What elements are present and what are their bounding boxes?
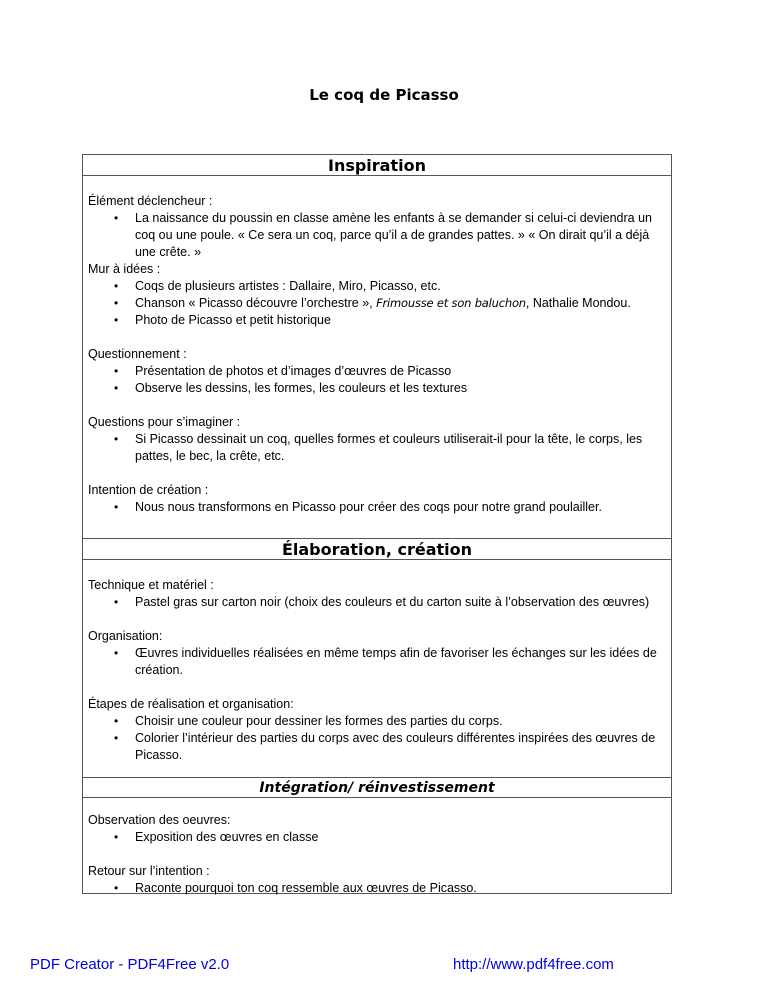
list-item: • Colorier l’intérieur des parties du corps avec des couleurs différentes inspirées des œuvres de Picasso. [88, 730, 668, 764]
retour-label: Retour sur l’intention : [88, 864, 210, 878]
footer-creator-text: PDF Creator - PDF4Free v2.0 [30, 956, 230, 973]
section-heading-inspiration: Inspiration [82, 154, 672, 176]
questions-label: Questions pour s’imaginer : [88, 415, 241, 429]
etapes-label: Étapes de réalisation et organisation: [88, 697, 294, 711]
observation-list [88, 829, 668, 846]
footer-url-link[interactable]: http://www.pdf4free.com [453, 956, 614, 973]
questionnement-list [88, 363, 668, 397]
section-heading-elaboration: Élaboration, création [82, 538, 672, 560]
section-heading-integration [82, 777, 672, 798]
mur-label: Mur à idées : [88, 262, 161, 276]
organisation-label: Organisation: [88, 629, 163, 643]
list-item: • Choisir une couleur pour dessiner les formes des parties du corps. [88, 713, 668, 730]
technique-label: Technique et matériel : [88, 578, 214, 592]
section-integration [88, 812, 668, 897]
questionnement-label: Questionnement : [88, 347, 187, 361]
technique-list [88, 594, 668, 611]
mur-list [88, 278, 668, 329]
section-inspiration [88, 193, 668, 516]
list-item: • Si Picasso dessinait un coq, quelles formes et couleurs utiliserait-il pour la tête, le corps, les pattes, le bec, la crête, etc. [88, 431, 668, 465]
list-item: • Œuvres individuelles réalisées en même temps afin de favoriser les échanges sur les idées de création. [88, 645, 668, 679]
list-item: • Photo de Picasso et petit historique [88, 312, 668, 329]
questions-list [88, 431, 668, 465]
retour-list [88, 880, 668, 897]
list-item: • Présentation de photos et d’images d’œuvres de Picasso [88, 363, 668, 380]
intention-list [88, 499, 668, 516]
list-item: • Raconte pourquoi ton coq ressemble aux œuvres de Picasso. [88, 880, 668, 897]
integration-heading-text: Intégration/ réinvestissement [259, 780, 495, 796]
declencheur-list [88, 210, 668, 261]
intention-label: Intention de création : [88, 483, 209, 497]
list-item: • La naissance du poussin en classe amène les enfants à se demander si celui-ci deviendra un coq ou une poule. « Ce sera un coq, parce qu’il a de grandes pattes. » « On dirait qu’il a déjà une crête. » [88, 210, 668, 261]
list-item: • Pastel gras sur carton noir (choix des couleurs et du carton suite à l’observation des œuvres) [88, 594, 668, 611]
chanson-suffix: , Nathalie Mondou. [525, 296, 631, 310]
chanson-title: Frimousse et son baluchon [376, 296, 526, 310]
declencheur-label: Élément déclencheur : [88, 194, 213, 208]
list-item: • Exposition des œuvres en classe [88, 829, 668, 846]
etapes-list [88, 713, 668, 764]
list-item: • Nous nous transformons en Picasso pour créer des coqs pour notre grand poulailler. [88, 499, 668, 516]
section-elaboration [88, 577, 668, 764]
list-item: • Coqs de plusieurs artistes : Dallaire, Miro, Picasso, etc. [88, 278, 668, 295]
page-title: Le coq de Picasso [309, 86, 459, 104]
chanson-prefix: Chanson « Picasso découvre l’orchestre », [135, 296, 377, 310]
list-item: • Observe les dessins, les formes, les couleurs et les textures [88, 380, 668, 397]
organisation-list [88, 645, 668, 679]
observation-label: Observation des oeuvres: [88, 813, 231, 827]
list-item-chanson [88, 295, 668, 312]
